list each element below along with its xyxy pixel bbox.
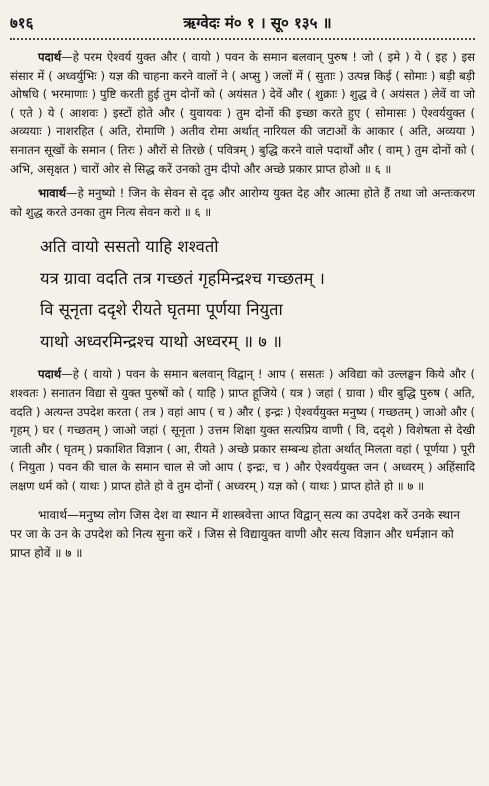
padarth-label: पदार्थ [38,50,62,64]
bhavarth-paragraph-1 [10,184,475,221]
header-divider [10,38,475,40]
page-title: ऋग्वेदः मं० १ । सू० १३५ ॥ [183,14,332,32]
page-number: ७१६ [10,14,34,32]
bhavarth-text: —हे मनुष्यो ! जिन के सेवन से दृढ़ और आरोग्य युक्त देह और आत्मा होते हैं तथा जो अन्तःकरण को शुद्ध करते उनका तुम नित्य सेवन करो ॥ ६ ॥ [10,186,475,219]
padarth-text: —हे ( वायो ) पवन के समान बलवान् विद्वान् ! आप ( ससतः ) अविद्या को उल्लङ्घन किये और ( शश्वतः ) सनातन विद्या से युक्त पुरुषों को ( याहि ) प्राप्त हूजिये ( यत्र ) जहां ( ग्रावा ) धीर बुद्धि पुरुष ( अति, वदति ) अत्यन्त उपदेश करता ( तत्र ) वहां आप ( च ) और ( इन्द्रः ) ऐश्वर्ययुक्त मनुष्य ( गच्छतम् ) जाओ और ( गृहम् ) घर ( गच्छतम् ) जाओ जहां ( सूनृता ) उत्तम शिक्षा युक्त सत्यप्रिय वाणी ( वि, ददृशे ) विशेषता से देखी जाती और ( घृतम् ) प्रकाशित विज्ञान ( आ, रीयते ) अच्छे प्रकार सम्बन्ध होता अर्थात् मिलता वहां ( पूर्णया ) पूरी ( नियुता ) पवन की चाल के समान चाल से जो आप ( इन्द्रः, च ) और ऐश्वर्ययुक्त जन ( अध्वरम् ) अहिंसादि लक्षण धर्म को ( याथः ) प्राप्त होते हो वे तुम दोनों ( अध्वरम् ) यज्ञ को ( याथः ) प्राप्त होते हो ॥ ७ ॥ [10,367,475,493]
mantra-verse [10,231,475,357]
page-header [10,8,475,38]
verse-line: याथो अध्वरमिन्द्रश्च याथो अध्वरम् ॥ ७ ॥ [40,331,282,351]
bhavarth-label: भावार्थ [38,507,67,522]
padarth-label: पदार्थ [38,367,62,382]
padarth-text: —हे परम ऐश्वर्य युक्त और ( वायो ) पवन के समान बलवान् पुरुष ! जो ( इमे ) ये ( इह ) इस संसार में ( अध्वर्युभिः ) यज्ञ की चाहना करने वालों ने ( अप्सु ) जलों में ( सुताः ) उत्पन्न किई ( सोमाः ) बड़ी बड़ी ओषधि ( भरमाणाः ) पुष्टि करती हुई तुम दोनों को ( अयंसत ) देवें और ( शुक्राः ) शुद्ध वे ( अयंसत ) लेवें वा जो ( एते ) ये ( आशवः ) इस्टों होते और ( युवायवः ) तुम दोनों की इच्छा करते हुए ( सोमासः ) ऐश्वर्ययुक्त ( अव्ययाः ) नाशरहित ( अति, रोमाणि ) अतीव रोमा अर्थात् नारियल की जटाओं के आकार ( अति, अव्यया ) सनातन सूखों के समान ( तिरः ) औरों से तिरछे ( पवित्रम् ) बुद्धि करने वाले पदार्थों और ( वाम् ) तुम दोनों को ( अभि, असृक्षत ) चारों ओर से सिद्ध करें उनको तुम दीपो और अच्छे प्रकार प्राप्त होओ ॥ ६ ॥ [10,50,475,176]
padarth-paragraph-2 [10,365,475,495]
bhavarth-label: भावार्थ [38,186,67,201]
verse-line: अति वायो ससतो याहि शश्वतो [40,237,219,257]
padarth-paragraph-1 [10,48,475,178]
verse-line: यत्र ग्रावा वदति तत्र गच्छतं गृहमिन्द्रश्च गच्छतम् । [40,268,325,288]
bhavarth-paragraph-2 [10,506,475,563]
bhavarth-text: —मनुष्य लोग जिस देश वा स्थान में शास्त्रवेत्ता आप्त विद्वान् सत्य का उपदेश करें उनके स्थान पर जा के उन के उपदेश को नित्य सुना करें । जिस से विद्यायुक्त वाणी और सत्य विज्ञान और धर्मज्ञान को प्राप्त होवें ॥ ७ ॥ [10,507,460,560]
verse-line: वि सूनृता ददृशे रीयते घृतमा पूर्णया नियुता [40,300,283,320]
